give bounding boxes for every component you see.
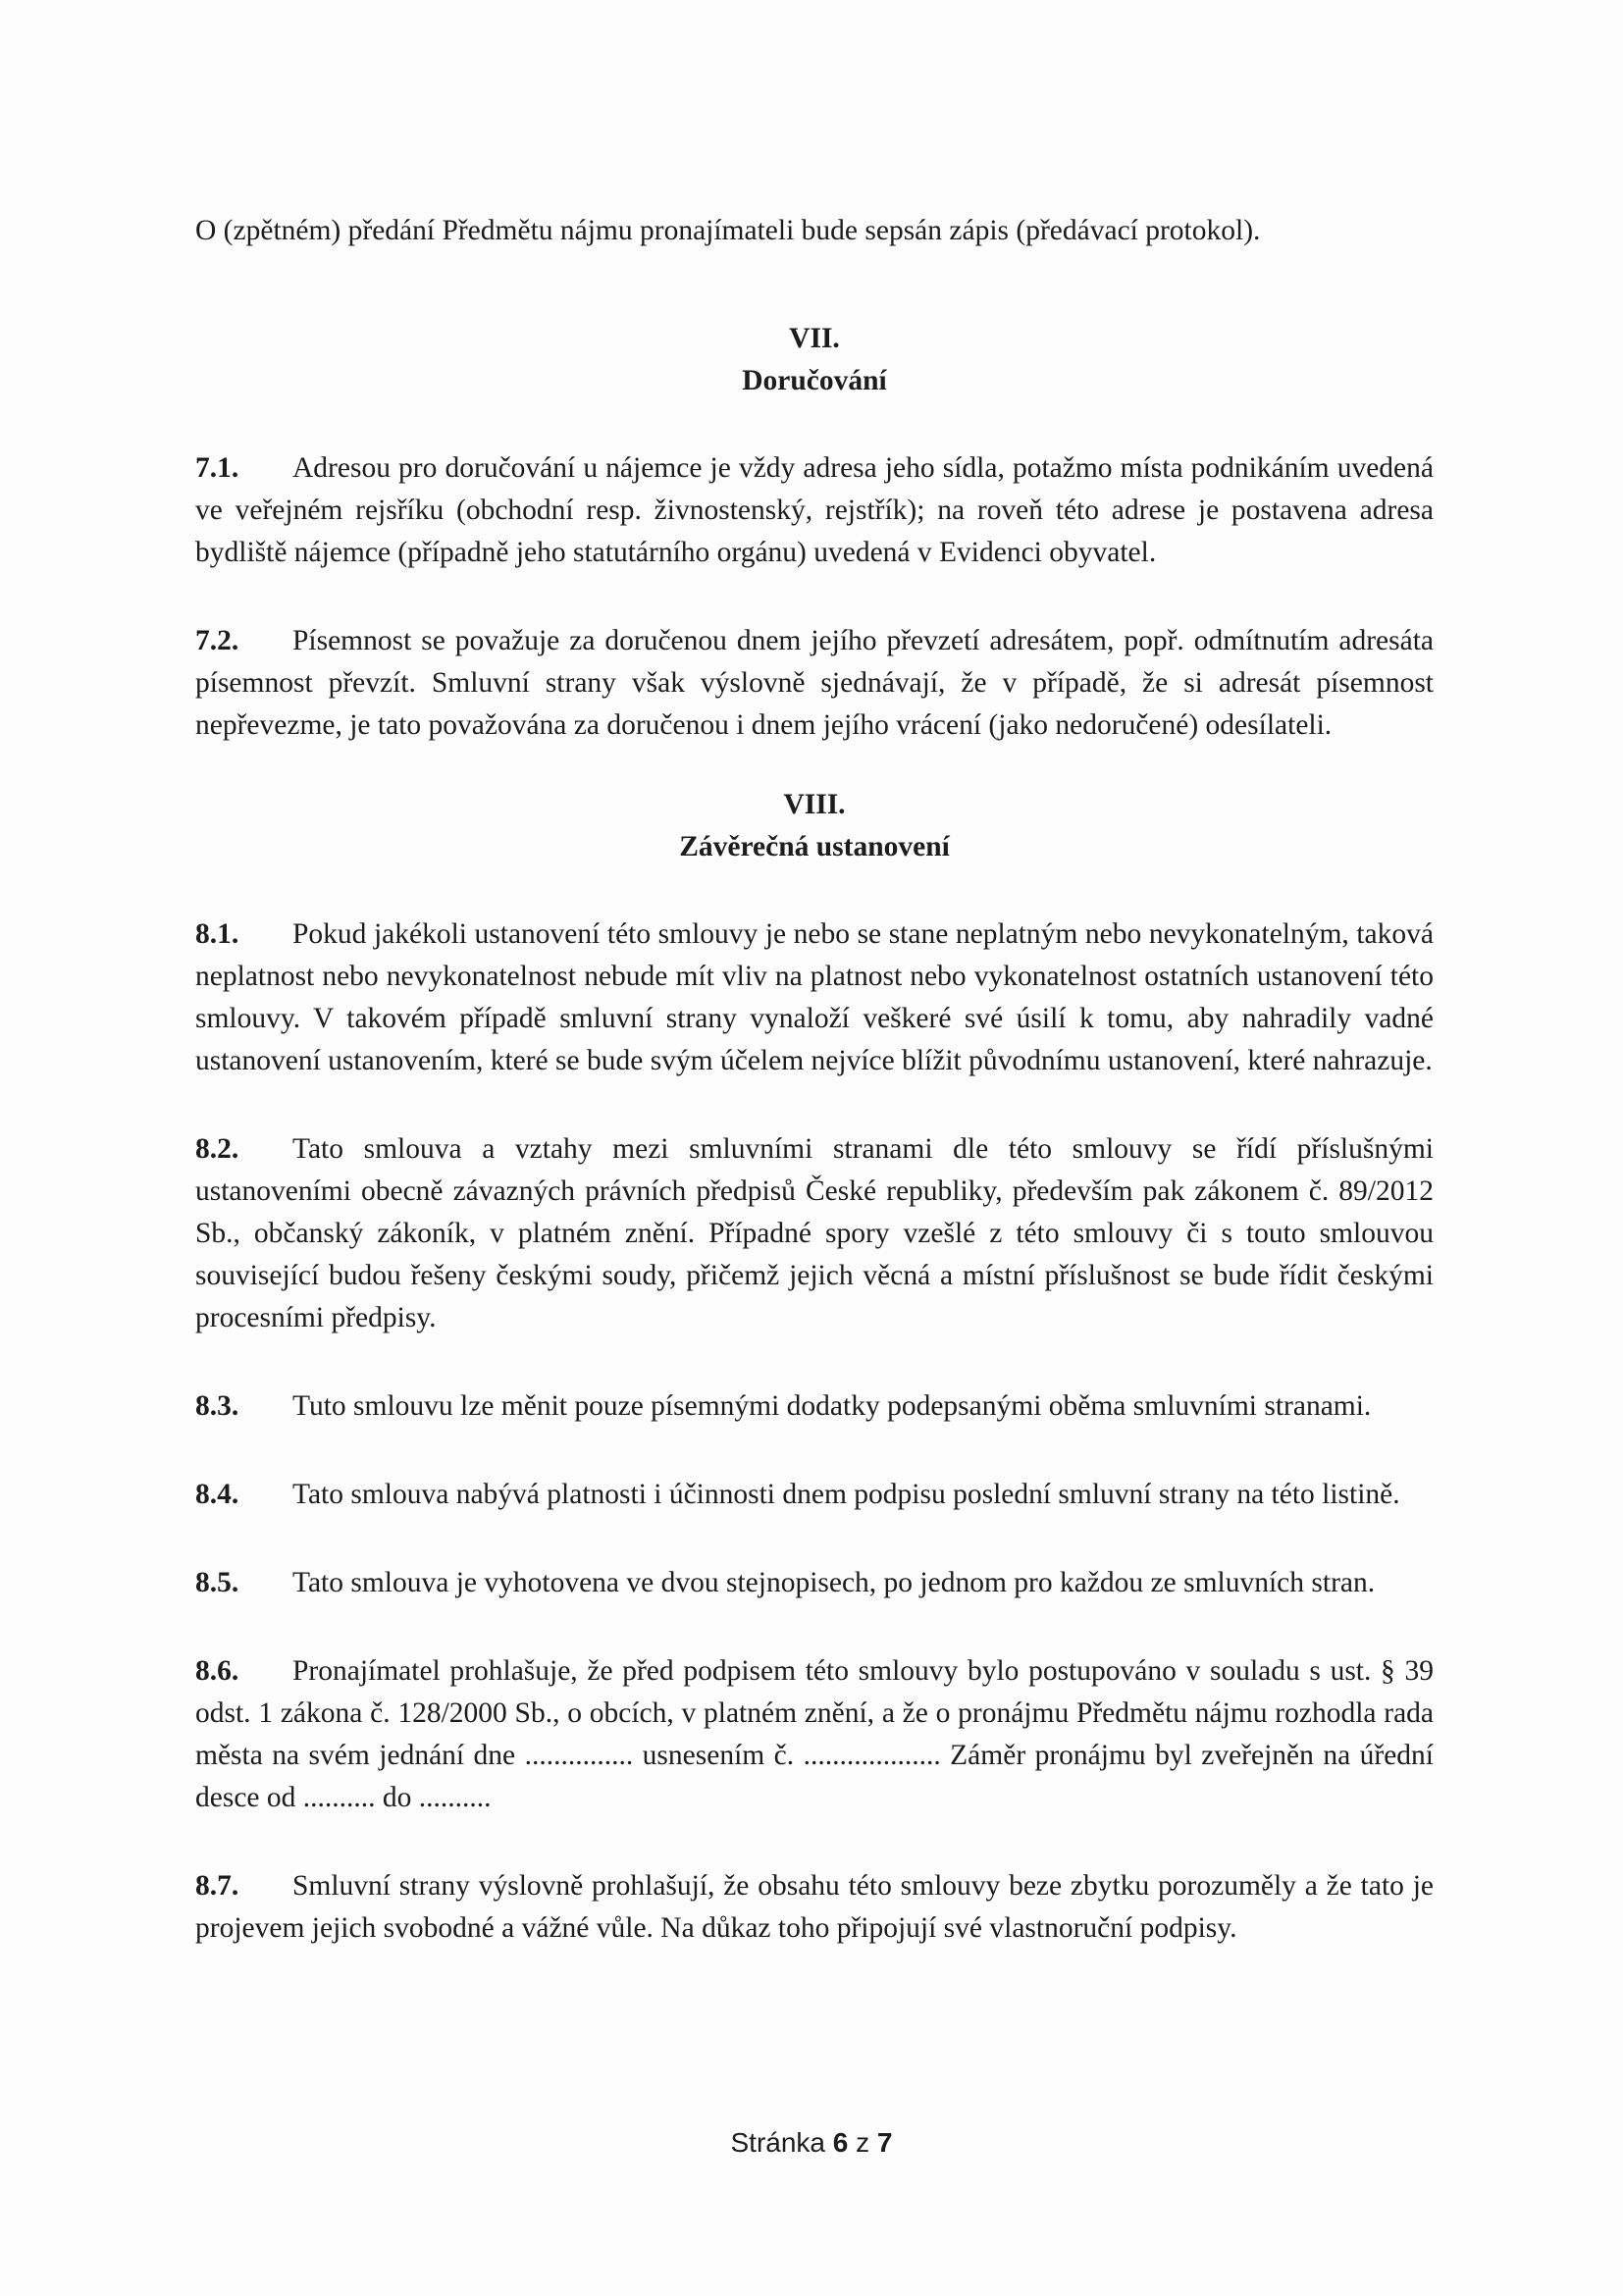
document-body bbox=[195, 210, 1434, 1996]
clause-text: Tato smlouva je vyhotovena ve dvou stejnopisech, po jednom pro každou ze smluvních stran. bbox=[292, 1567, 1376, 1598]
clause-number: 8.3. bbox=[195, 1390, 239, 1422]
clause-number: 7.1. bbox=[195, 452, 239, 484]
clause-number: 7.2. bbox=[195, 625, 239, 656]
clause-8-5 bbox=[195, 1562, 1434, 1604]
clause-text: Pronajímatel prohlašuje, že před podpisem této smlouvy bylo postupováno v souladu s ust. § 39 odst. 1 zákona č. 128/2000 Sb., o obcích, v platném znění, a že o pronájmu Předmětu nájmu rozhodla rada města na svém jednání dne ............... usnesením č. ................... Záměr pronájmu byl zveřejněn na úřední desce od .......... do .......... bbox=[195, 1655, 1434, 1813]
section-number: VIII. bbox=[783, 789, 846, 820]
page-label: Stránka bbox=[730, 2127, 825, 2158]
clause-8-7 bbox=[195, 1865, 1434, 1950]
clause-number: 8.1. bbox=[195, 918, 239, 950]
clause-number: 8.7. bbox=[195, 1870, 239, 1902]
intro-paragraph: O (zpětném) předání Předmětu nájmu pronajímateli bude sepsán zápis (předávací protokol). bbox=[195, 215, 1261, 246]
clause-number: 8.2. bbox=[195, 1133, 239, 1165]
clause-number: 8.4. bbox=[195, 1479, 239, 1510]
clause-number: 8.5. bbox=[195, 1567, 239, 1598]
clause-8-3 bbox=[195, 1385, 1434, 1428]
clause-7-2 bbox=[195, 620, 1434, 747]
clause-text: Smluvní strany výslovně prohlašují, že obsahu této smlouvy beze zbytku porozuměly a že tato je projevem jejich svobodné a vážné vůle. Na důkaz toho připojují své vlastnoruční podpisy. bbox=[195, 1870, 1434, 1944]
section-title: Závěrečná ustanovení bbox=[679, 831, 950, 862]
clause-number: 8.6. bbox=[195, 1655, 239, 1687]
clause-8-4 bbox=[195, 1474, 1434, 1516]
clause-text: Písemnost se považuje za doručenou dnem jejího převzetí adresátem, popř. odmítnutím adresáta písemnost převzít. Smluvní strany však výslovně sjednávají, že v případě, že si adresát písemnost nepřevezme, je tato považována za doručenou i dnem jejího vrácení (jako nedoručené) odesílateli. bbox=[195, 625, 1434, 741]
clause-text: Tato smlouva a vztahy mezi smluvními stranami dle této smlouvy se řídí příslušnými ustanoveními obecně závazných právních předpisů České republiky, především pak zákonem č. 89/2012 Sb., občanský zákoník, v platném znění. Případné spory vzešlé z této smlouvy či s touto smlouvou související budou řešeny českými soudy, přičemž jejich věcná a místní příslušnost se bude řídit českými procesními předpisy. bbox=[195, 1133, 1434, 1333]
section-number: VII. bbox=[789, 323, 840, 354]
clause-text: Adresou pro doručování u nájemce je vždy adresa jeho sídla, potažmo místa podnikáním uvedená ve veřejném rejsříku (obchodní resp. živnostenský, rejstřík); na roveň této adrese je postavena adresa bydliště nájemce (případně jeho statutárního orgánu) uvedená v Evidenci obyvatel. bbox=[195, 452, 1434, 568]
clause-8-1 bbox=[195, 913, 1434, 1082]
clause-8-6 bbox=[195, 1650, 1434, 1819]
total-pages-number: 7 bbox=[876, 2127, 893, 2158]
clause-text: Tato smlouva nabývá platnosti i účinnosti dnem podpisu poslední smluvní strany na této listině. bbox=[292, 1479, 1400, 1510]
section-title: Doručování bbox=[742, 365, 887, 396]
section-heading-vii bbox=[195, 318, 1434, 402]
clause-7-1 bbox=[195, 447, 1434, 574]
page-footer bbox=[0, 2127, 1623, 2159]
page-separator: z bbox=[856, 2127, 870, 2158]
clause-8-2 bbox=[195, 1128, 1434, 1339]
clause-text: Pokud jakékoli ustanovení této smlouvy je nebo se stane neplatným nebo nevykonatelným, taková neplatnost nebo nevykonatelnost nebude mít vliv na platnost nebo vykonatelnost ostatních ustanovení této smlouvy. V takovém případě smluvní strany vynaloží veškeré své úsilí k tomu, aby nahradily vadné ustanovení ustanovením, které se bude svým účelem nejvíce blížit původnímu ustanovení, které nahrazuje. bbox=[195, 918, 1434, 1076]
clause-text: Tuto smlouvu lze měnit pouze písemnými dodatky podepsanými oběma smluvními stranami. bbox=[292, 1390, 1372, 1422]
section-heading-viii bbox=[195, 784, 1434, 868]
current-page-number: 6 bbox=[832, 2127, 849, 2158]
